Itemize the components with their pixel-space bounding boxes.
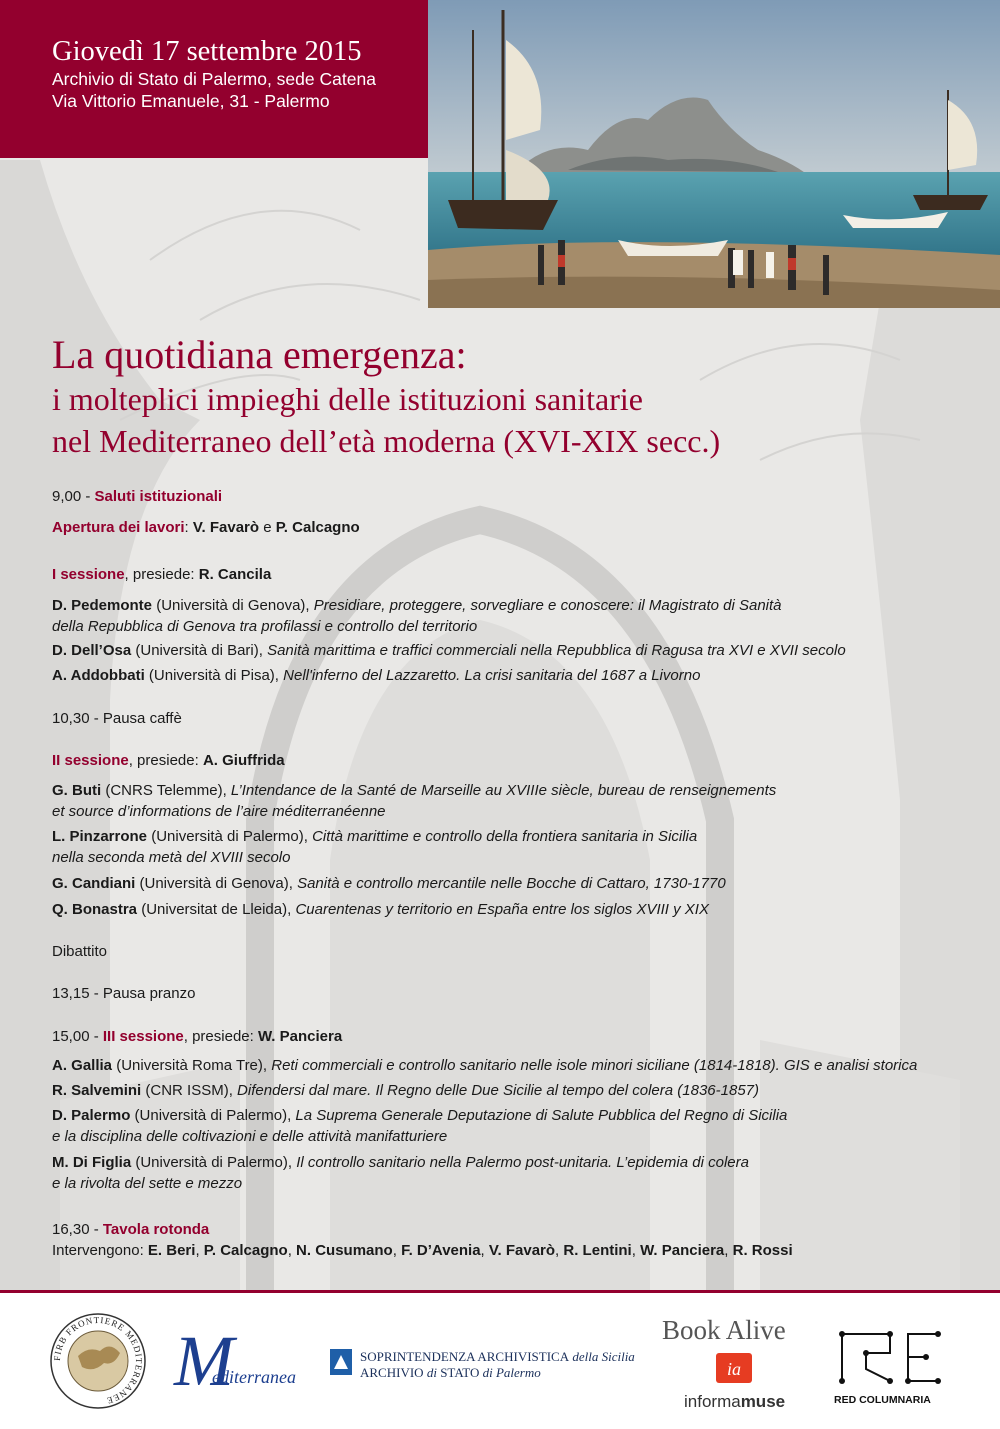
speaker-name: R. Lentini (563, 1242, 632, 1259)
red-columnaria-text: RED COLUMNARIA (834, 1394, 931, 1406)
round-table-speakers: Intervengono: E. Beri, P. Calcagno, N. Cusumano, F. D’Avenia, V. Favarò, R. Lentini, W. Panciera, R. Rossi (52, 1242, 793, 1259)
mediterranea-logo (172, 1315, 312, 1405)
muse-text: muse (740, 1392, 786, 1411)
round-table-time: 16,30 - (52, 1221, 103, 1238)
event-address: Via Vittorio Emanuele, 31 - Palermo (52, 91, 330, 111)
talk-title: Sanità marittima e traffici commerciali nella Repubblica di Ragusa tra XVI e XVII secolo (267, 642, 846, 659)
round-table-label: Tavola rotonda (102, 1221, 210, 1238)
talk-item (52, 665, 700, 686)
talk-affiliation: (CNR ISSM), (141, 1082, 238, 1099)
opening-person-1: V. Favarò (192, 519, 260, 536)
opening-label: Apertura dei lavori (52, 519, 185, 536)
bookalive-logo (660, 1309, 820, 1419)
debate: Dibattito (52, 943, 108, 960)
sopr-line2-b: di (423, 1365, 441, 1380)
session-2-presides: , presiede: (128, 752, 203, 769)
mediterranea-m: M (174, 1321, 234, 1401)
talk-speaker: A. Addobbati (52, 667, 145, 684)
talk-title: Reti commerciali e controllo sanitario nelle isole minori siciliane (1814-1818). GIS e analisi storica (271, 1057, 918, 1074)
opening-and: e (259, 519, 276, 536)
greetings-row (52, 486, 222, 507)
title-line-1: La quotidiana emergenza: (52, 332, 467, 377)
talk-title-cont: et source d’informations de l’aire méditerranéenne (52, 803, 386, 820)
talk-item (52, 826, 697, 868)
talk-title-cont: e la rivolta del sette e mezzo (52, 1175, 243, 1192)
speaker-name: E. Beri (147, 1242, 196, 1259)
talk-title-cont: nella seconda metà del XVIII secolo (52, 849, 291, 866)
talk-item (52, 1152, 749, 1194)
svg-text:informamuse (684, 1392, 785, 1411)
talk-item (52, 1080, 759, 1101)
round-table-header (52, 1219, 209, 1240)
sopr-line2-a: ARCHIVIO (360, 1365, 424, 1380)
talk-affiliation: (Università di Palermo), (130, 1107, 296, 1124)
speaker-name: F. D’Avenia (401, 1242, 481, 1259)
talk-item (52, 640, 846, 661)
session-1-chair: R. Cancila (198, 566, 272, 583)
talk-affiliation: (CNRS Telemme), (101, 782, 231, 799)
talk-item (52, 1105, 787, 1147)
event-date: Giovedì 17 settembre 2015 (52, 36, 362, 67)
talk-title: La Suprema Generale Deputazione di Salute Pubblica del Regno di Sicilia (295, 1107, 788, 1124)
svg-text:SOPRINTENDENZA ARCHIVISTICA de (360, 1349, 635, 1364)
speaker-name: N. Cusumano (296, 1242, 393, 1259)
talk-title-cont: della Repubblica di Genova tra profilassi e controllo del territorio (52, 618, 478, 635)
soprintendenza-logo (330, 1345, 650, 1385)
harbour-painting (428, 0, 1000, 308)
speakers-label: Intervengono: (52, 1242, 148, 1259)
talk-speaker: D. Dell’Osa (52, 642, 132, 659)
talk-affiliation: (Università Roma Tre), (112, 1057, 272, 1074)
talk-speaker: L. Pinzarrone (52, 828, 148, 845)
speaker-name: W. Panciera (640, 1242, 725, 1259)
sopr-line1-a: SOPRINTENDENZA ARCHIVISTICA (360, 1349, 570, 1364)
talk-affiliation: (Università di Genova), (135, 875, 298, 892)
talk-speaker: Q. Bonastra (52, 901, 138, 918)
session-1-label: I sessione (52, 566, 125, 583)
speaker-name: V. Favarò (488, 1242, 556, 1259)
talk-speaker: A. Gallia (52, 1057, 113, 1074)
speaker-name: P. Calcagno (203, 1242, 288, 1259)
red-columnaria-logo (832, 1329, 948, 1419)
sopr-line2-d: di Palermo (479, 1365, 541, 1380)
talk-affiliation: (Università di Palermo), (147, 828, 313, 845)
session-3-time: 15,00 - (52, 1028, 103, 1045)
talk-title: Sanità e controllo mercantile nelle Bocche di Cattaro, 1730-1770 (297, 875, 726, 892)
talk-speaker: G. Buti (52, 782, 102, 799)
sopr-line2-c: STATO (440, 1365, 480, 1380)
event-header (0, 0, 428, 158)
conference-title (52, 332, 972, 462)
talk-speaker: D. Palermo (52, 1107, 131, 1124)
session-2-chair: A. Giuffrida (202, 752, 285, 769)
session-1-header (52, 564, 271, 585)
talk-speaker: R. Salvemini (52, 1082, 142, 1099)
talk-affiliation: (Università di Bari), (131, 642, 268, 659)
event-venue: Archivio di Stato di Palermo, sede Catena (52, 69, 376, 89)
sponsor-logos (0, 1293, 1000, 1429)
informa-text: informa (684, 1392, 741, 1411)
session-3-presides: , presiede: (183, 1028, 258, 1045)
mediterranea-rest: editerranea (212, 1367, 296, 1387)
talk-title: Nell'inferno del Lazzaretto. La crisi sanitaria del 1687 a Livorno (283, 667, 701, 684)
talk-title: L’Intendance de la Santé de Marseille au XVIIIe siècle, bureau de renseignements (230, 782, 777, 799)
svg-text:ARCHIVIO di STATO di Palermo (360, 1365, 541, 1380)
opening-sep: : (184, 519, 193, 536)
talk-item (52, 1055, 917, 1076)
firb-logo (48, 1311, 148, 1411)
talk-speaker: G. Candiani (52, 875, 136, 892)
talk-item (52, 780, 776, 822)
coffee-break: 10,30 - Pausa caffè (52, 710, 182, 727)
session-1-presides: , presiede: (124, 566, 199, 583)
ia-icon: ia (726, 1359, 742, 1379)
talk-item (52, 873, 726, 894)
title-line-2: i molteplici impieghi delle istituzioni sanitarie (52, 381, 643, 417)
talk-affiliation: (Universitat de Lleida), (137, 901, 296, 918)
title-line-3: nel Mediterraneo dell’età moderna (XVI-XIX secc.) (52, 423, 721, 459)
talk-affiliation: (Università di Pisa), (144, 667, 284, 684)
talk-speaker: D. Pedemonte (52, 597, 153, 614)
talk-title: Cuarentenas y territorio en España entre los siglos XVIII y XIX (295, 901, 709, 918)
talk-title: Città marittime e controllo della frontiera sanitaria in Sicilia (312, 828, 698, 845)
session-3-label: III sessione (102, 1028, 184, 1045)
session-3-header (52, 1026, 342, 1047)
talk-title-cont: e la disciplina delle coltivazioni e delle attività manifatturiere (52, 1128, 448, 1145)
lunch-break: 13,15 - Pausa pranzo (52, 985, 196, 1002)
firb-text: FIRB FRONTIERE MEDITERRANEE (51, 1314, 145, 1407)
talk-title: Difendersi dal mare. Il Regno delle Due Sicilie al tempo del colera (1836-1857) (237, 1082, 759, 1099)
sopr-line1-b: della Sicilia (569, 1349, 635, 1364)
greetings-time: 9,00 - (52, 488, 95, 505)
talk-affiliation: (Università di Genova), (152, 597, 314, 614)
session-3-chair: W. Panciera (257, 1028, 343, 1045)
talk-item (52, 899, 709, 920)
session-2-header (52, 750, 285, 771)
session-2-label: II sessione (52, 752, 129, 769)
talk-speaker: M. Di Figlia (52, 1154, 132, 1171)
talk-title: Il controllo sanitario nella Palermo post-unitaria. L’epidemia di colera (296, 1154, 749, 1171)
talk-affiliation: (Università di Palermo), (131, 1154, 297, 1171)
greetings-label: Saluti istituzionali (94, 488, 223, 505)
opening-person-2: P. Calcagno (275, 519, 360, 536)
bookalive-text: Book Alive (662, 1315, 786, 1345)
speaker-name: R. Rossi (732, 1242, 793, 1259)
talk-title: Presidiare, proteggere, sorvegliare e conoscere: il Magistrato di Sanità (313, 597, 782, 614)
opening-row (52, 517, 360, 538)
talk-item (52, 595, 782, 637)
